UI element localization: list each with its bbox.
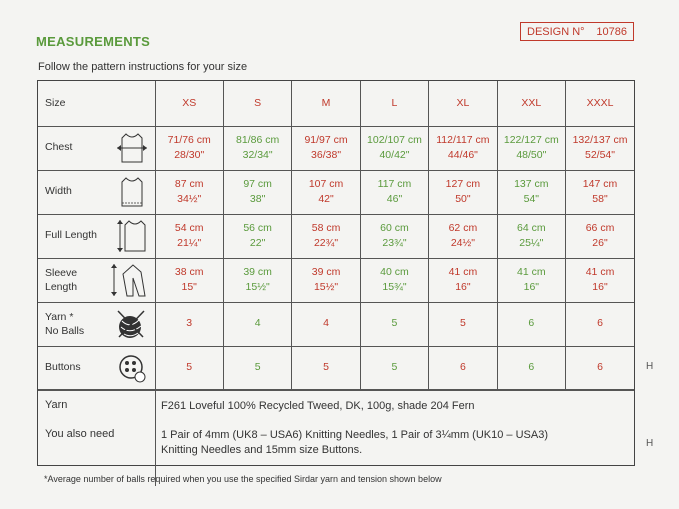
full-length-xs: 54 cm 21¼"	[155, 214, 223, 258]
yarn-balls-xs: 3	[155, 302, 223, 346]
full-length-s: 56 cm 22"	[223, 214, 291, 258]
yarn-ball-icon	[113, 307, 149, 341]
full-length-xxl: 64 cm 25¼"	[497, 214, 565, 258]
full-length-xxxl: 66 cm 26"	[566, 214, 634, 258]
width-row	[38, 170, 634, 214]
yarn-label: Yarn	[45, 398, 68, 411]
buttons-xxl: 6	[497, 346, 565, 389]
materials-block	[38, 390, 634, 486]
chest-s: 81/86 cm 32/34"	[223, 126, 291, 170]
chest-xl: 112/117 cm 44/46"	[429, 126, 497, 170]
measurements-table	[37, 80, 635, 466]
button-icon	[117, 352, 149, 384]
yarn-balls-label: Yarn * No Balls	[45, 310, 85, 337]
width-garment-icon	[115, 175, 149, 209]
chest-xxl: 122/127 cm 48/50"	[497, 126, 565, 170]
chest-l: 102/107 cm 40/42"	[360, 126, 428, 170]
sleeve-garment-icon	[109, 262, 149, 298]
buttons-label: Buttons	[45, 360, 81, 373]
sleeve-length-xxl: 41 cm 16"	[497, 258, 565, 302]
buttons-row	[38, 346, 634, 389]
full-length-xl: 62 cm 24½"	[429, 214, 497, 258]
yarn-balls-xxl: 6	[497, 302, 565, 346]
width-xxl: 137 cm 54"	[497, 170, 565, 214]
chest-xxxl: 132/137 cm 52/54"	[566, 126, 634, 170]
design-number-box	[520, 22, 634, 41]
buttons-xxxl: 6	[566, 346, 634, 389]
full-length-label: Full Length	[45, 229, 97, 242]
size-xs: XS	[155, 81, 223, 126]
yarn-balls-row	[38, 302, 634, 346]
chest-row	[38, 126, 634, 170]
full-length-m: 58 cm 22¾"	[292, 214, 360, 258]
sleeve-length-label: Sleeve Length	[45, 266, 78, 293]
buttons-xl: 6	[429, 346, 497, 389]
width-label: Width	[45, 185, 72, 198]
yarn-balls-xxxl: 6	[566, 302, 634, 346]
chest-garment-icon	[115, 131, 149, 165]
size-label: Size	[38, 81, 155, 126]
width-xl: 127 cm 50"	[429, 170, 497, 214]
length-garment-icon	[115, 218, 149, 254]
sleeve-length-xs: 38 cm 15"	[155, 258, 223, 302]
yarn-balls-xl: 5	[429, 302, 497, 346]
width-xxxl: 147 cm 58"	[566, 170, 634, 214]
buttons-m: 5	[292, 346, 360, 389]
size-xxxl: XXXL	[566, 81, 634, 126]
subtitle: Follow the pattern instructions for your size	[38, 61, 248, 73]
buttons-s: 5	[223, 346, 291, 389]
width-m: 107 cm 42"	[292, 170, 360, 214]
width-l: 117 cm 46"	[360, 170, 428, 214]
size-m: M	[292, 81, 360, 126]
buttons-l: 5	[360, 346, 428, 389]
size-l: L	[360, 81, 428, 126]
yarn-balls-l: 5	[360, 302, 428, 346]
sleeve-length-xl: 41 cm 16"	[429, 258, 497, 302]
also-need-label: You also need	[45, 427, 115, 440]
design-label: DESIGN N°	[527, 25, 585, 38]
yarn-balls-m: 4	[292, 302, 360, 346]
sleeve-length-xxxl: 41 cm 16"	[566, 258, 634, 302]
chest-xs: 71/76 cm 28/30"	[155, 126, 223, 170]
footnote: *Average number of balls required when you use the specified Sirdar yarn and tension shown below	[44, 474, 442, 484]
width-s: 97 cm 38"	[223, 170, 291, 214]
chest-label: Chest	[45, 141, 73, 154]
sleeve-length-m: 39 cm 15½"	[292, 258, 360, 302]
sleeve-length-s: 39 cm 15½"	[223, 258, 291, 302]
buttons-xs: 5	[155, 346, 223, 389]
also-need-value: 1 Pair of 4mm (UK8 – USA6) Knitting Needles, 1 Pair of 3¼mm (UK10 – USA3) Knitting Needles and 15mm size Buttons.	[161, 428, 548, 457]
yarn-balls-s: 4	[223, 302, 291, 346]
chest-m: 91/97 cm 36/38"	[292, 126, 360, 170]
size-xxl: XXL	[497, 81, 565, 126]
width-xs: 87 cm 34½"	[155, 170, 223, 214]
full-length-l: 60 cm 23¾"	[360, 214, 428, 258]
size-xl: XL	[429, 81, 497, 126]
full-length-row	[38, 214, 634, 258]
edge-mark: H	[646, 438, 654, 449]
sleeve-length-l: 40 cm 15¾"	[360, 258, 428, 302]
yarn-value: F261 Loveful 100% Recycled Tweed, DK, 100g, shade 204 Fern	[161, 399, 475, 412]
edge-mark: H	[646, 361, 654, 372]
sleeve-length-row	[38, 258, 634, 302]
size-header-row	[38, 81, 634, 126]
size-s: S	[223, 81, 291, 126]
page-title: MEASUREMENTS	[36, 34, 151, 49]
design-number: 10786	[596, 25, 627, 38]
